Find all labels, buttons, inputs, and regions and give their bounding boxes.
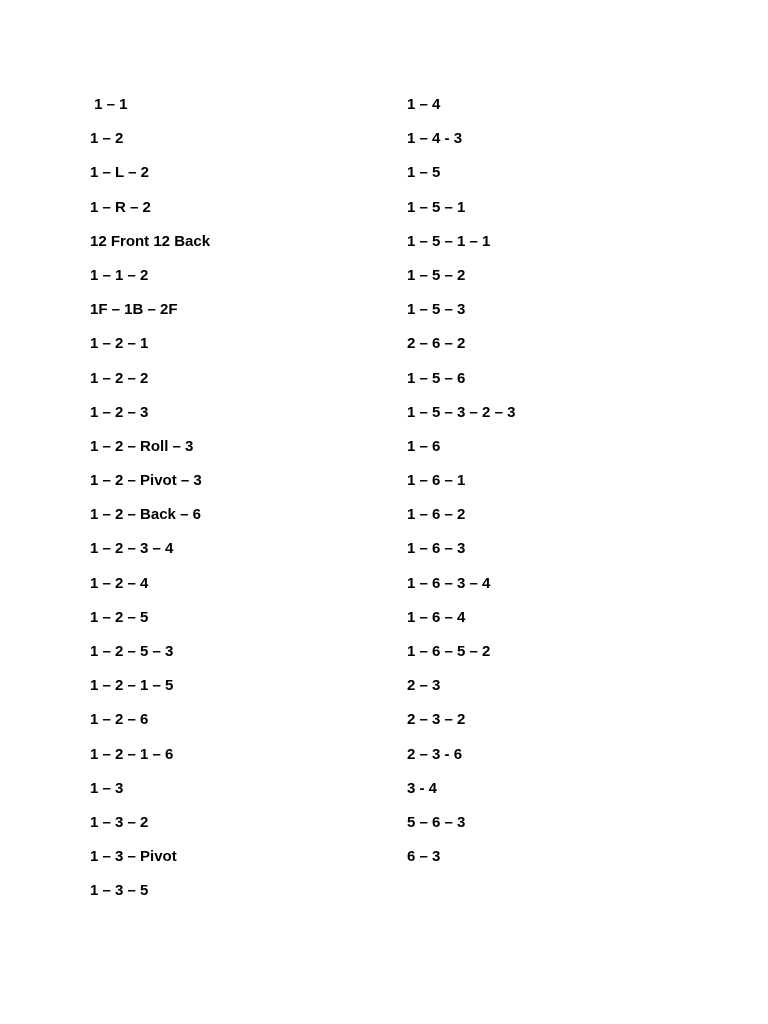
combo-item: 3 - 4 <box>407 779 438 797</box>
combo-item: 1 – 5 – 3 <box>407 301 466 319</box>
combo-item: 1 – 4 <box>407 96 441 113</box>
combo-item: 1 – 2 – 3 – 4 <box>90 540 174 558</box>
combo-item: 1 – 2 <box>90 130 124 148</box>
combo-item: 1 – 6 – 3 – 4 <box>407 574 491 592</box>
combo-item: 1 – 3 – 2 <box>90 813 149 831</box>
combo-item: 1F – 1B – 2F <box>90 301 178 319</box>
combo-item: 1 – 5 – 1 – 1 <box>407 232 491 250</box>
combo-item: 1 – 2 – 6 <box>90 711 149 729</box>
combo-item: 1 – 3 <box>90 779 124 797</box>
combo-item: 1 – 6 – 3 <box>407 540 466 558</box>
combo-item: 2 – 3 – 2 <box>407 711 466 729</box>
combo-item: 1 – 2 – 1 <box>90 335 149 353</box>
combo-item: 1 – 2 – 3 <box>90 403 149 421</box>
combo-item: 2 – 3 - 6 <box>407 745 463 763</box>
combo-item: 1 – 5 – 1 <box>407 198 466 216</box>
combo-item: 1 – 2 – 5 – 3 <box>90 643 174 660</box>
combo-item: 1 – 5 – 2 <box>407 266 466 284</box>
combo-item: 2 – 3 <box>407 677 441 695</box>
combo-item: 1 – 3 – Pivot <box>90 848 177 866</box>
combo-item: 6 – 3 <box>407 848 441 866</box>
combo-item: 1 – 6 – 5 – 2 <box>407 643 491 660</box>
combo-item: 1 – 2 – 4 <box>90 574 149 592</box>
combo-item: 1 – 2 – 5 <box>90 608 149 626</box>
combo-item: 1 – 6 <box>407 437 441 455</box>
combo-item: 1 – 2 – 2 <box>90 369 149 387</box>
combo-item: 1 – 6 – 4 <box>407 608 466 626</box>
left-column <box>90 94 390 915</box>
combo-item: 5 – 6 – 3 <box>407 813 466 831</box>
combo-item: 1 – R – 2 <box>90 198 151 216</box>
combo-item: 1 – L – 2 <box>90 164 149 182</box>
combo-item: 12 Front 12 Back <box>90 232 211 250</box>
combo-item: 1 – 5 <box>407 164 441 182</box>
combo-item: 1 – 2 – 1 – 6 <box>90 745 174 763</box>
combo-item: 1 – 6 – 2 <box>407 506 466 524</box>
combo-item: 1 – 1 – 2 <box>90 266 149 284</box>
combo-item: 1 – 2 – 1 – 5 <box>90 677 174 695</box>
combo-item: 1 – 2 – Roll – 3 <box>90 437 194 455</box>
combo-item: 1 – 5 – 3 – 2 – 3 <box>407 403 516 421</box>
combo-item: 1 – 3 – 5 <box>90 882 149 900</box>
combo-item: 1 – 5 – 6 <box>407 369 466 387</box>
combo-item: 1 – 2 – Back – 6 <box>90 506 201 524</box>
combo-item: 1 – 1 <box>90 96 128 113</box>
combo-item: 1 – 6 – 1 <box>407 472 466 490</box>
combo-item: 2 – 6 – 2 <box>407 335 466 353</box>
combo-item: 1 – 4 - 3 <box>407 130 463 148</box>
combo-item: 1 – 2 – Pivot – 3 <box>90 472 202 490</box>
right-column <box>407 94 737 880</box>
